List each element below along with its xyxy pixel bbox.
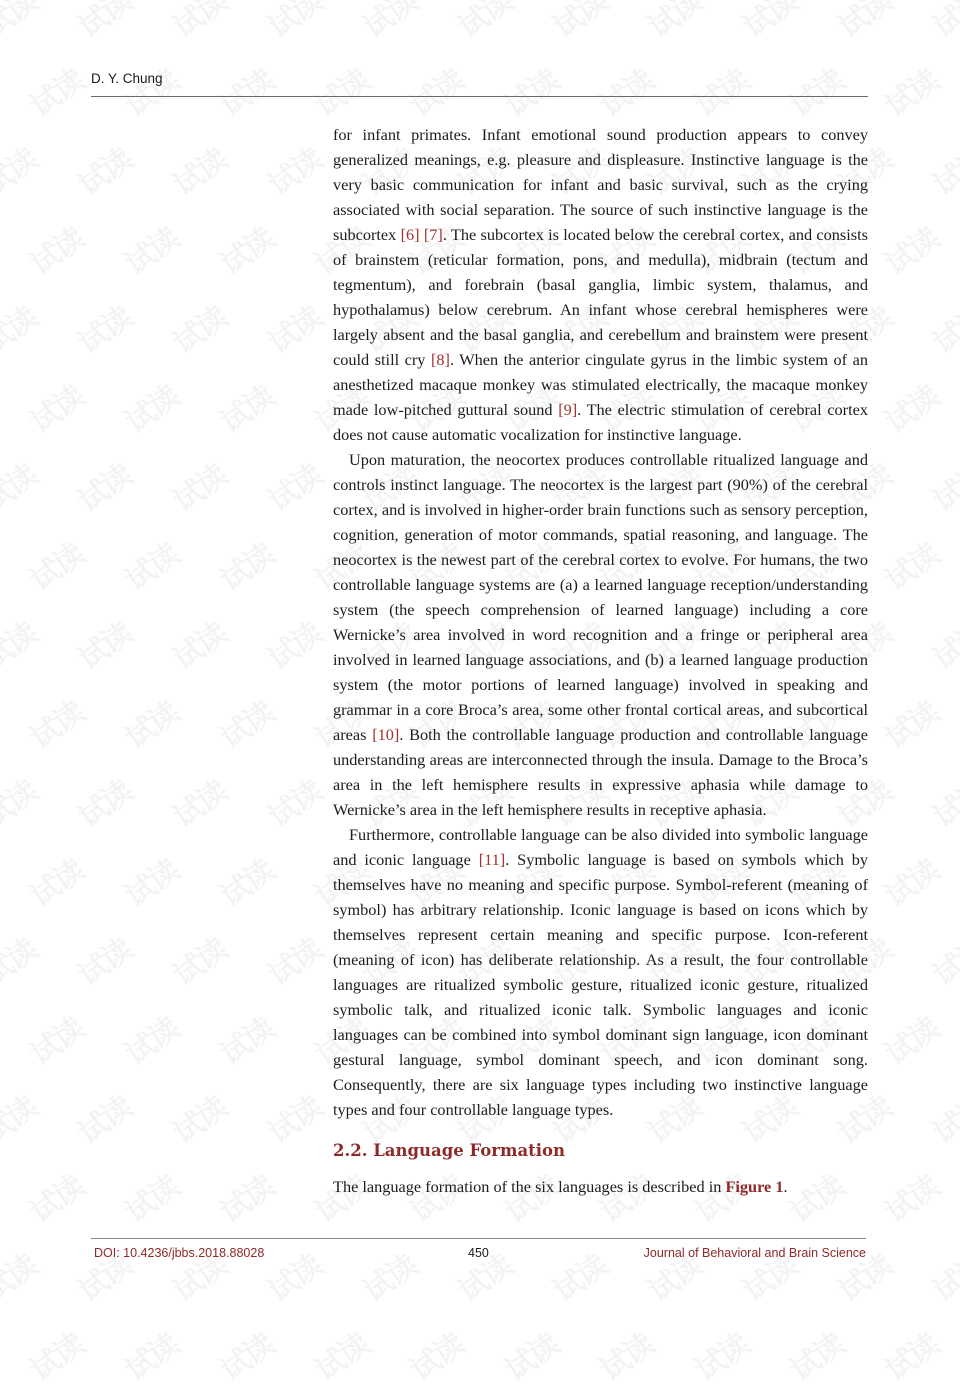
watermark-text: [209, 847, 280, 915]
citation-link[interactable]: [11]: [478, 850, 506, 869]
watermark-text: [19, 373, 90, 441]
citation-link[interactable]: [7]: [423, 225, 443, 244]
watermark-text: [257, 452, 328, 520]
watermark-text: [67, 294, 138, 362]
watermark-text: [209, 57, 280, 125]
watermark-text: [684, 1321, 755, 1389]
header-rule: [91, 96, 868, 97]
watermark-text: [114, 531, 185, 599]
footer-rule: [91, 1238, 866, 1239]
watermark-text: [779, 57, 850, 125]
watermark-text: [209, 373, 280, 441]
watermark-text: [209, 1005, 280, 1073]
watermark-text: [114, 1321, 185, 1389]
paragraph-1: [333, 122, 868, 447]
watermark-text: [209, 215, 280, 283]
watermark-text: [114, 215, 185, 283]
watermark-text: [542, 0, 613, 46]
watermark-text: [162, 0, 233, 46]
watermark-text: [352, 0, 423, 46]
watermark-text: [0, 0, 44, 46]
watermark-text: [257, 768, 328, 836]
watermark-text: [0, 452, 44, 520]
paragraph-3: [333, 822, 868, 1122]
watermark-text: [304, 57, 375, 125]
watermark-text: [19, 57, 90, 125]
watermark-text: [162, 1084, 233, 1152]
watermark-text: [0, 136, 44, 204]
watermark-text: [209, 689, 280, 757]
watermark-text: [0, 294, 44, 362]
watermark-text: [922, 1242, 960, 1310]
watermark-text: [399, 1321, 470, 1389]
paragraph-text: . Symbolic language is based on symbols which by themselves have no meaning and specific purpose. Symbol-referent (meaning of symbol) has arbitrary relationship. Iconic language is based on icons which by themselves represent certain meaning and specific purpose. Icon-referent (meaning of icon) has deliberate relationship. As a result, the four controllable languages are ritualized symbolic gesture, ritualized iconic gesture, ritualized symbolic talk, and ritualized iconic talk. Symbolic languages and iconic languages can be combined into symbol dominant sign language, icon dominant gestural language, symbol dominant speech, and icon dominant song. Consequently, there are six language types including two instinctive language types and four controllable language types.: [333, 850, 869, 1119]
watermark-text: [257, 294, 328, 362]
watermark-text: [114, 1163, 185, 1231]
section-intro-paragraph: [333, 1174, 868, 1199]
watermark-text: [589, 57, 660, 125]
watermark-text: [114, 847, 185, 915]
watermark-text: [684, 57, 755, 125]
watermark-text: [922, 0, 960, 46]
watermark-text: [922, 610, 960, 678]
watermark-text: [874, 1321, 945, 1389]
watermark-text: [114, 689, 185, 757]
watermark-text: [874, 215, 945, 283]
watermark-text: [67, 0, 138, 46]
watermark-text: [0, 768, 44, 836]
running-header-author: D. Y. Chung: [91, 71, 163, 86]
citation-link[interactable]: [8]: [430, 350, 450, 369]
watermark-text: [162, 136, 233, 204]
watermark-text: [304, 1321, 375, 1389]
watermark-text: [399, 57, 470, 125]
watermark-text: [0, 926, 44, 994]
watermark-text: [637, 0, 708, 46]
watermark-text: [874, 373, 945, 441]
watermark-text: [19, 1321, 90, 1389]
paragraph-text: Furthermore, controllable language can be also divided into symbolic language and iconic language: [333, 825, 868, 869]
watermark-text: [874, 689, 945, 757]
watermark-text: [922, 136, 960, 204]
watermark-text: [67, 768, 138, 836]
watermark-text: [162, 294, 233, 362]
footer-page-number: 450: [468, 1246, 489, 1260]
section-heading: 2.2. Language Formation: [333, 1141, 566, 1160]
watermark-text: [827, 0, 898, 46]
paragraph-text: . Both the controllable language production and controllable language understanding areas are interconnected through the insula. Damage to the Broca’s area in the left hemisphere results in expressive aphasia while damage to Wernicke’s area in the left hemisphere results in receptive aphasia.: [333, 725, 868, 819]
watermark-text: [732, 0, 803, 46]
watermark-text: [922, 768, 960, 836]
section-intro-end: .: [783, 1177, 788, 1196]
watermark-text: [257, 0, 328, 46]
citation-link[interactable]: [6]: [400, 225, 420, 244]
footer-journal-link[interactable]: Journal of Behavioral and Brain Science: [643, 1246, 866, 1260]
watermark-text: [0, 610, 44, 678]
paragraph-text: . The subcortex is located below the cerebral cortex, and consists of brainstem (reticular formation, pons, and medulla), midbrain (tectum and tegmentum), and forebrain (basal ganglia, limbic system, thalamus, and hypothalamus) below cerebrum. An infant whose cerebral hemispheres were largely absent and the basal ganglia, and cerebellum and brainstem were present could still cry: [333, 225, 868, 369]
watermark-text: [922, 294, 960, 362]
watermark-text: [922, 926, 960, 994]
watermark-text: [209, 1163, 280, 1231]
watermark-text: [67, 452, 138, 520]
watermark-text: [162, 926, 233, 994]
watermark-text: [494, 57, 565, 125]
watermark-text: [0, 1242, 44, 1310]
watermark-text: [874, 57, 945, 125]
paragraph-text: . When the anterior cingulate gyrus in the limbic system of an anesthetized macaque monkey was stimulated electrically, the macaque monkey made low-pitched guttural sound: [333, 350, 868, 419]
watermark-text: [162, 768, 233, 836]
watermark-text: [19, 1163, 90, 1231]
page-footer: [91, 1246, 866, 1266]
watermark-text: [257, 136, 328, 204]
watermark-text: [257, 610, 328, 678]
watermark-text: [209, 1321, 280, 1389]
watermark-text: [874, 1163, 945, 1231]
watermark-text: [67, 926, 138, 994]
watermark-text: [209, 531, 280, 599]
section-intro-text: The language formation of the six languages is described in: [333, 1177, 726, 1196]
watermark-text: [257, 926, 328, 994]
watermark-text: [257, 1084, 328, 1152]
watermark-text: [67, 136, 138, 204]
watermark-text: [19, 1005, 90, 1073]
watermark-text: [114, 373, 185, 441]
watermark-text: [779, 1321, 850, 1389]
watermark-text: [162, 452, 233, 520]
paragraph-text: Upon maturation, the neocortex produces controllable ritualized language and controls instinct language. The neocortex is the largest part (90%) of the cerebral cortex, and is involved in higher-order brain functions such as sensory perception, cognition, generation of motor commands, spatial reasoning, and language. The neocortex is the newest part of the cerebral cortex to evolve. For humans, the two controllable language systems are (a) a learned language reception/understanding system (the speech comprehension of learned language) including a core Wernicke’s area involved in word recognition and a fringe or peripheral area involved in learned language associations, and (b) a learned language production system (the motor portions of learned language) involved in speaking and grammar in a core Broca’s area, some other frontal cortical areas, and subcortical areas: [333, 450, 868, 744]
watermark-text: [494, 1321, 565, 1389]
watermark-text: [114, 57, 185, 125]
watermark-text: [67, 1084, 138, 1152]
watermark-text: [874, 847, 945, 915]
watermark-text: [19, 689, 90, 757]
paragraph-text: . The electric stimulation of cerebral cortex does not cause automatic vocalization for instinctive language.: [333, 400, 868, 444]
watermark-text: [874, 531, 945, 599]
watermark-text: [19, 215, 90, 283]
watermark-text: [114, 1005, 185, 1073]
watermark-text: [589, 1321, 660, 1389]
watermark-text: [19, 531, 90, 599]
watermark-text: [67, 610, 138, 678]
watermark-text: [19, 847, 90, 915]
body-column: [333, 122, 868, 1199]
citation-link[interactable]: [10]: [372, 725, 400, 744]
paragraph-2: [333, 447, 868, 822]
watermark-text: [162, 610, 233, 678]
citation-link[interactable]: [9]: [558, 400, 578, 419]
figure-1-link[interactable]: Figure 1: [725, 1177, 784, 1196]
footer-doi-link[interactable]: DOI: 10.4236/jbbs.2018.88028: [94, 1246, 265, 1260]
watermark-text: [874, 1005, 945, 1073]
watermark-text: [447, 0, 518, 46]
watermark-text: [922, 452, 960, 520]
paragraph-text: for infant primates. Infant emotional sound production appears to convey generalized meanings, e.g. pleasure and displeasure. Instinctive language is the very basic communication for infant and basic survival, such as the crying associated with social separation. The source of such instinctive language is the subcortex: [333, 125, 868, 244]
watermark-text: [0, 1084, 44, 1152]
watermark-text: [922, 1084, 960, 1152]
